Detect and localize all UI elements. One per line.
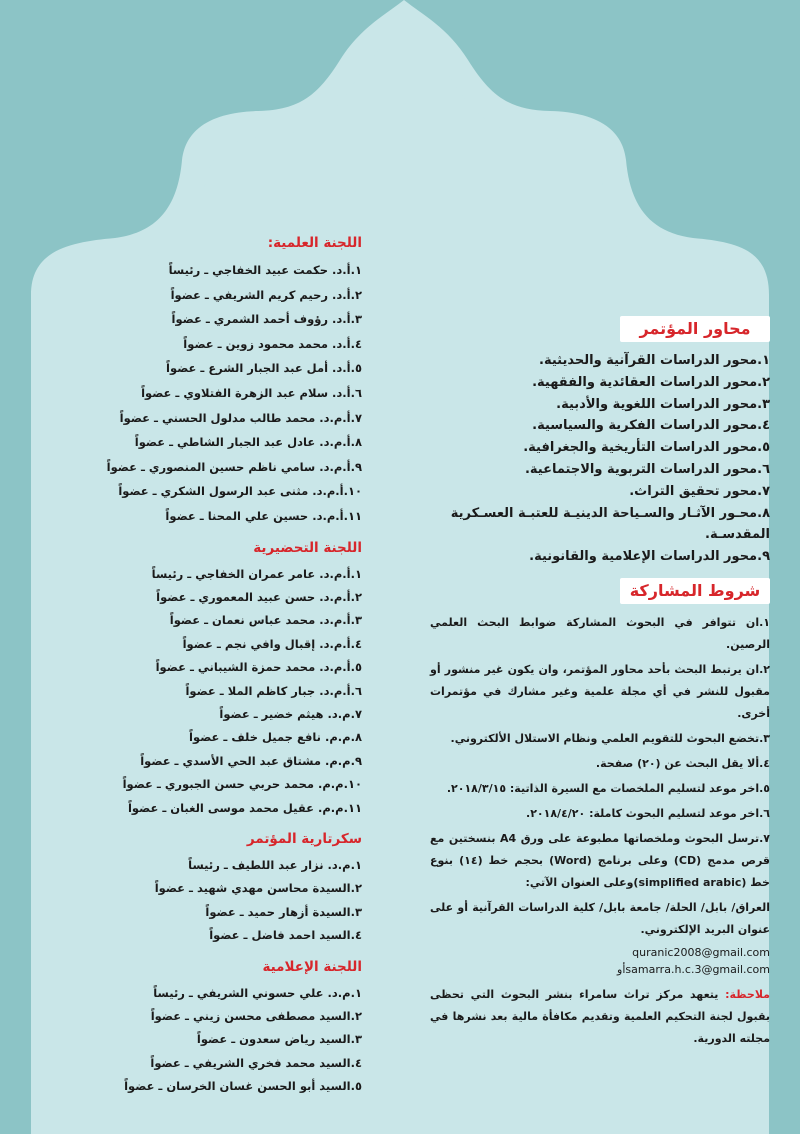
axis-item: ٤.محور الدراسات الفكرية والسياسية. — [532, 418, 770, 434]
scientific-committee — [62, 232, 362, 529]
axis-item: ١.محور الدراسات القرآنية والحديثية. — [539, 353, 770, 368]
axis-item: ٥.محور الدراسات التأريخية والجغرافية. — [523, 440, 770, 456]
scientific-member: ١١.أ.م.د. حسين علي المحنا ـ عضواً — [165, 508, 362, 523]
scientific-member: ٦.أ.د. سلام عبد الزهرة الفتلاوي ـ عضواً — [141, 385, 362, 400]
media-member: ٥.السيد أبو الحسن غسان الخرسان ـ عضواً — [124, 1079, 362, 1094]
secretariat-member: ٣.السيدة أزهار حميد ـ عضواً — [205, 904, 362, 919]
note — [430, 984, 770, 1050]
condition-item: العراق/ بابل/ الحلة/ جامعة بابل/ كلية الدراسات القرآنية أو على عنوان البريد الإلكتروني. — [430, 900, 770, 936]
media-committee-title: اللجنة الإعلامية — [262, 958, 362, 975]
preparatory-member: ٤.أ.م.د. إقبال وافي نجم ـ عضواً — [182, 636, 362, 651]
condition-item: ٢.ان يرتبط البحث بأحد محاور المؤتمر، وان يكون غير منشور أو مقبول للنشر في أي مجلة علمية وغير مشارك في مؤتمرات أخرى. — [430, 662, 770, 720]
scientific-member: ٤.أ.د. محمد محمود زوين ـ عضواً — [183, 336, 362, 351]
email-address-2: أوsamarra.h.c.3@gmail.com — [617, 962, 770, 976]
scientific-committee-title: اللجنة العلمية: — [267, 235, 362, 251]
axis-item: ٣.محور الدراسات اللغوية والأدبية. — [556, 396, 770, 412]
secretariat-member: ٢.السيدة محاسن مهدي شهيد ـ عضواً — [154, 881, 362, 896]
note-text: يتعهد مركز تراث سامراء بنشر البحوث التي تحظى بقبول لجنة التحكيم العلمية وتقديم مكافأة مالية بعد نشرها في مجلته الدورية. — [430, 987, 770, 1045]
preparatory-committee-title: اللجنة التحضيرية — [253, 539, 362, 556]
preparatory-member: ١٠.م.م. محمد حربي حسن الجبوري ـ عضواً — [122, 777, 362, 792]
axis-item: ٩.محور الدراسات الإعلامية والقانونية. — [529, 549, 770, 565]
scientific-member: ٢.أ.د. رحيم كريم الشريفي ـ عضواً — [170, 287, 362, 302]
media-member: ٢.السيد مصطفى محسن زيني ـ عضواً — [150, 1009, 362, 1024]
preparatory-member: ٨.م.م. نافع جميل خلف ـ عضواً — [189, 730, 362, 745]
condition-item: ١.ان تتوافر في البحوث المشاركة ضوابط البحث العلمي الرصين. — [430, 615, 770, 651]
scientific-member: ٣.أ.د. رؤوف أحمد الشمري ـ عضواً — [171, 312, 362, 327]
condition-item: ٥.اخر موعد لتسليم الملخصات مع السيرة الذاتية: ٢٠١٨/٣/١٥. — [446, 781, 770, 795]
conference-axes — [430, 316, 770, 568]
scientific-member: ١.أ.د. حكمت عبيد الخفاجي ـ رئيساً — [168, 263, 362, 277]
condition-item: ٣.تخضع البحوث للتقويم العلمي ونظام الاستلال الألكتروني. — [450, 731, 770, 745]
email-address-1: quranic2008@gmail.com — [632, 945, 770, 959]
scientific-member: ١٠.أ.م.د. مثنى عبد الرسول الشكري ـ عضواً — [118, 484, 362, 499]
conference-info-column — [430, 316, 770, 1053]
axis-item: ٢.محور الدراسات العقائدية والفقهية. — [532, 374, 770, 390]
preparatory-member: ٢.أ.م.د. حسن عبيد المعموري ـ عضواً — [156, 589, 362, 604]
preparatory-member: ٧.م.د. هيثم خضير ـ عضواً — [219, 706, 362, 721]
media-member: ٤.السيد محمد فخري الشريفي ـ عضواً — [150, 1055, 362, 1070]
axis-item: ٦.محور الدراسات التربوية والاجتماعية. — [524, 461, 770, 477]
note-label: ملاحظة: — [725, 987, 770, 1001]
secretariat-member: ١.م.د. نزار عبد اللطيف ـ رئيساً — [188, 858, 362, 872]
secretariat-title: سكرتارية المؤتمر — [246, 831, 362, 847]
condition-item: ٦.اخر موعد لتسليم البحوث كاملة: ٢٠١٨/٤/٢٠. — [526, 806, 770, 820]
condition-item: ٧.ترسل البحوث وملخصاتها مطبوعة على ورق A4 بنسختين مع قرص مدمج (CD) وعلى برنامج (Word) بحجم خط (١٤) بنوع خط (simplified arabic)وعلى العنوان الآتي: — [430, 831, 771, 889]
media-committee — [62, 956, 362, 1099]
preparatory-member: ٦.أ.م.د. جبار كاظم الملا ـ عضواً — [185, 683, 362, 698]
participation-conditions — [430, 578, 770, 1050]
scientific-member: ٨.أ.م.د. عادل عبد الجبار الشاطي ـ عضواً — [134, 435, 362, 450]
secretariat-committee — [62, 828, 362, 948]
conditions-title: شروط المشاركة — [620, 578, 770, 604]
preparatory-member: ١.أ.م.د. عامر عمران الخفاجي ـ رئيساً — [151, 566, 362, 581]
media-member: ٣.السيد رياض سعدون ـ عضواً — [196, 1032, 362, 1047]
preparatory-member: ٣.أ.م.د. محمد عباس نعمان ـ عضواً — [169, 613, 362, 628]
preparatory-member: ٩.م.م. مشتاق عبد الحي الأسدي ـ عضواً — [140, 753, 362, 768]
committees-column — [62, 232, 362, 1099]
preparatory-member: ٥.أ.م.د. محمد حمزة الشيباني ـ عضواً — [155, 660, 362, 675]
scientific-member: ٧.أ.م.د. محمد طالب مدلول الحسني ـ عضواً — [119, 410, 362, 425]
axes-title: محاور المؤتمر — [620, 316, 770, 342]
preparatory-committee — [62, 537, 362, 820]
condition-item: ٤.ألا يقل البحث عن (٢٠) صفحة. — [595, 756, 770, 770]
media-member: ١.م.د. علي حسوني الشريفي ـ رئيساً — [153, 985, 362, 1000]
scientific-member: ٩.أ.م.د. سامي ناظم حسين المنصوري ـ عضواً — [106, 459, 362, 474]
axis-item: ٧.محور تحقيق التراث. — [629, 483, 770, 499]
preparatory-member: ١١.م.م. عقيل محمد موسى الغبان ـ عضواً — [127, 800, 362, 815]
scientific-member: ٥.أ.د. أمل عبد الجبار الشرع ـ عضواً — [166, 361, 362, 376]
secretariat-member: ٤.السيد احمد فاضل ـ عضواً — [209, 928, 362, 943]
axis-item: ٨.محـور الآثـار والسـياحة الدينيـة للعتبـة العسـكرية المقدسـة. — [450, 505, 770, 543]
